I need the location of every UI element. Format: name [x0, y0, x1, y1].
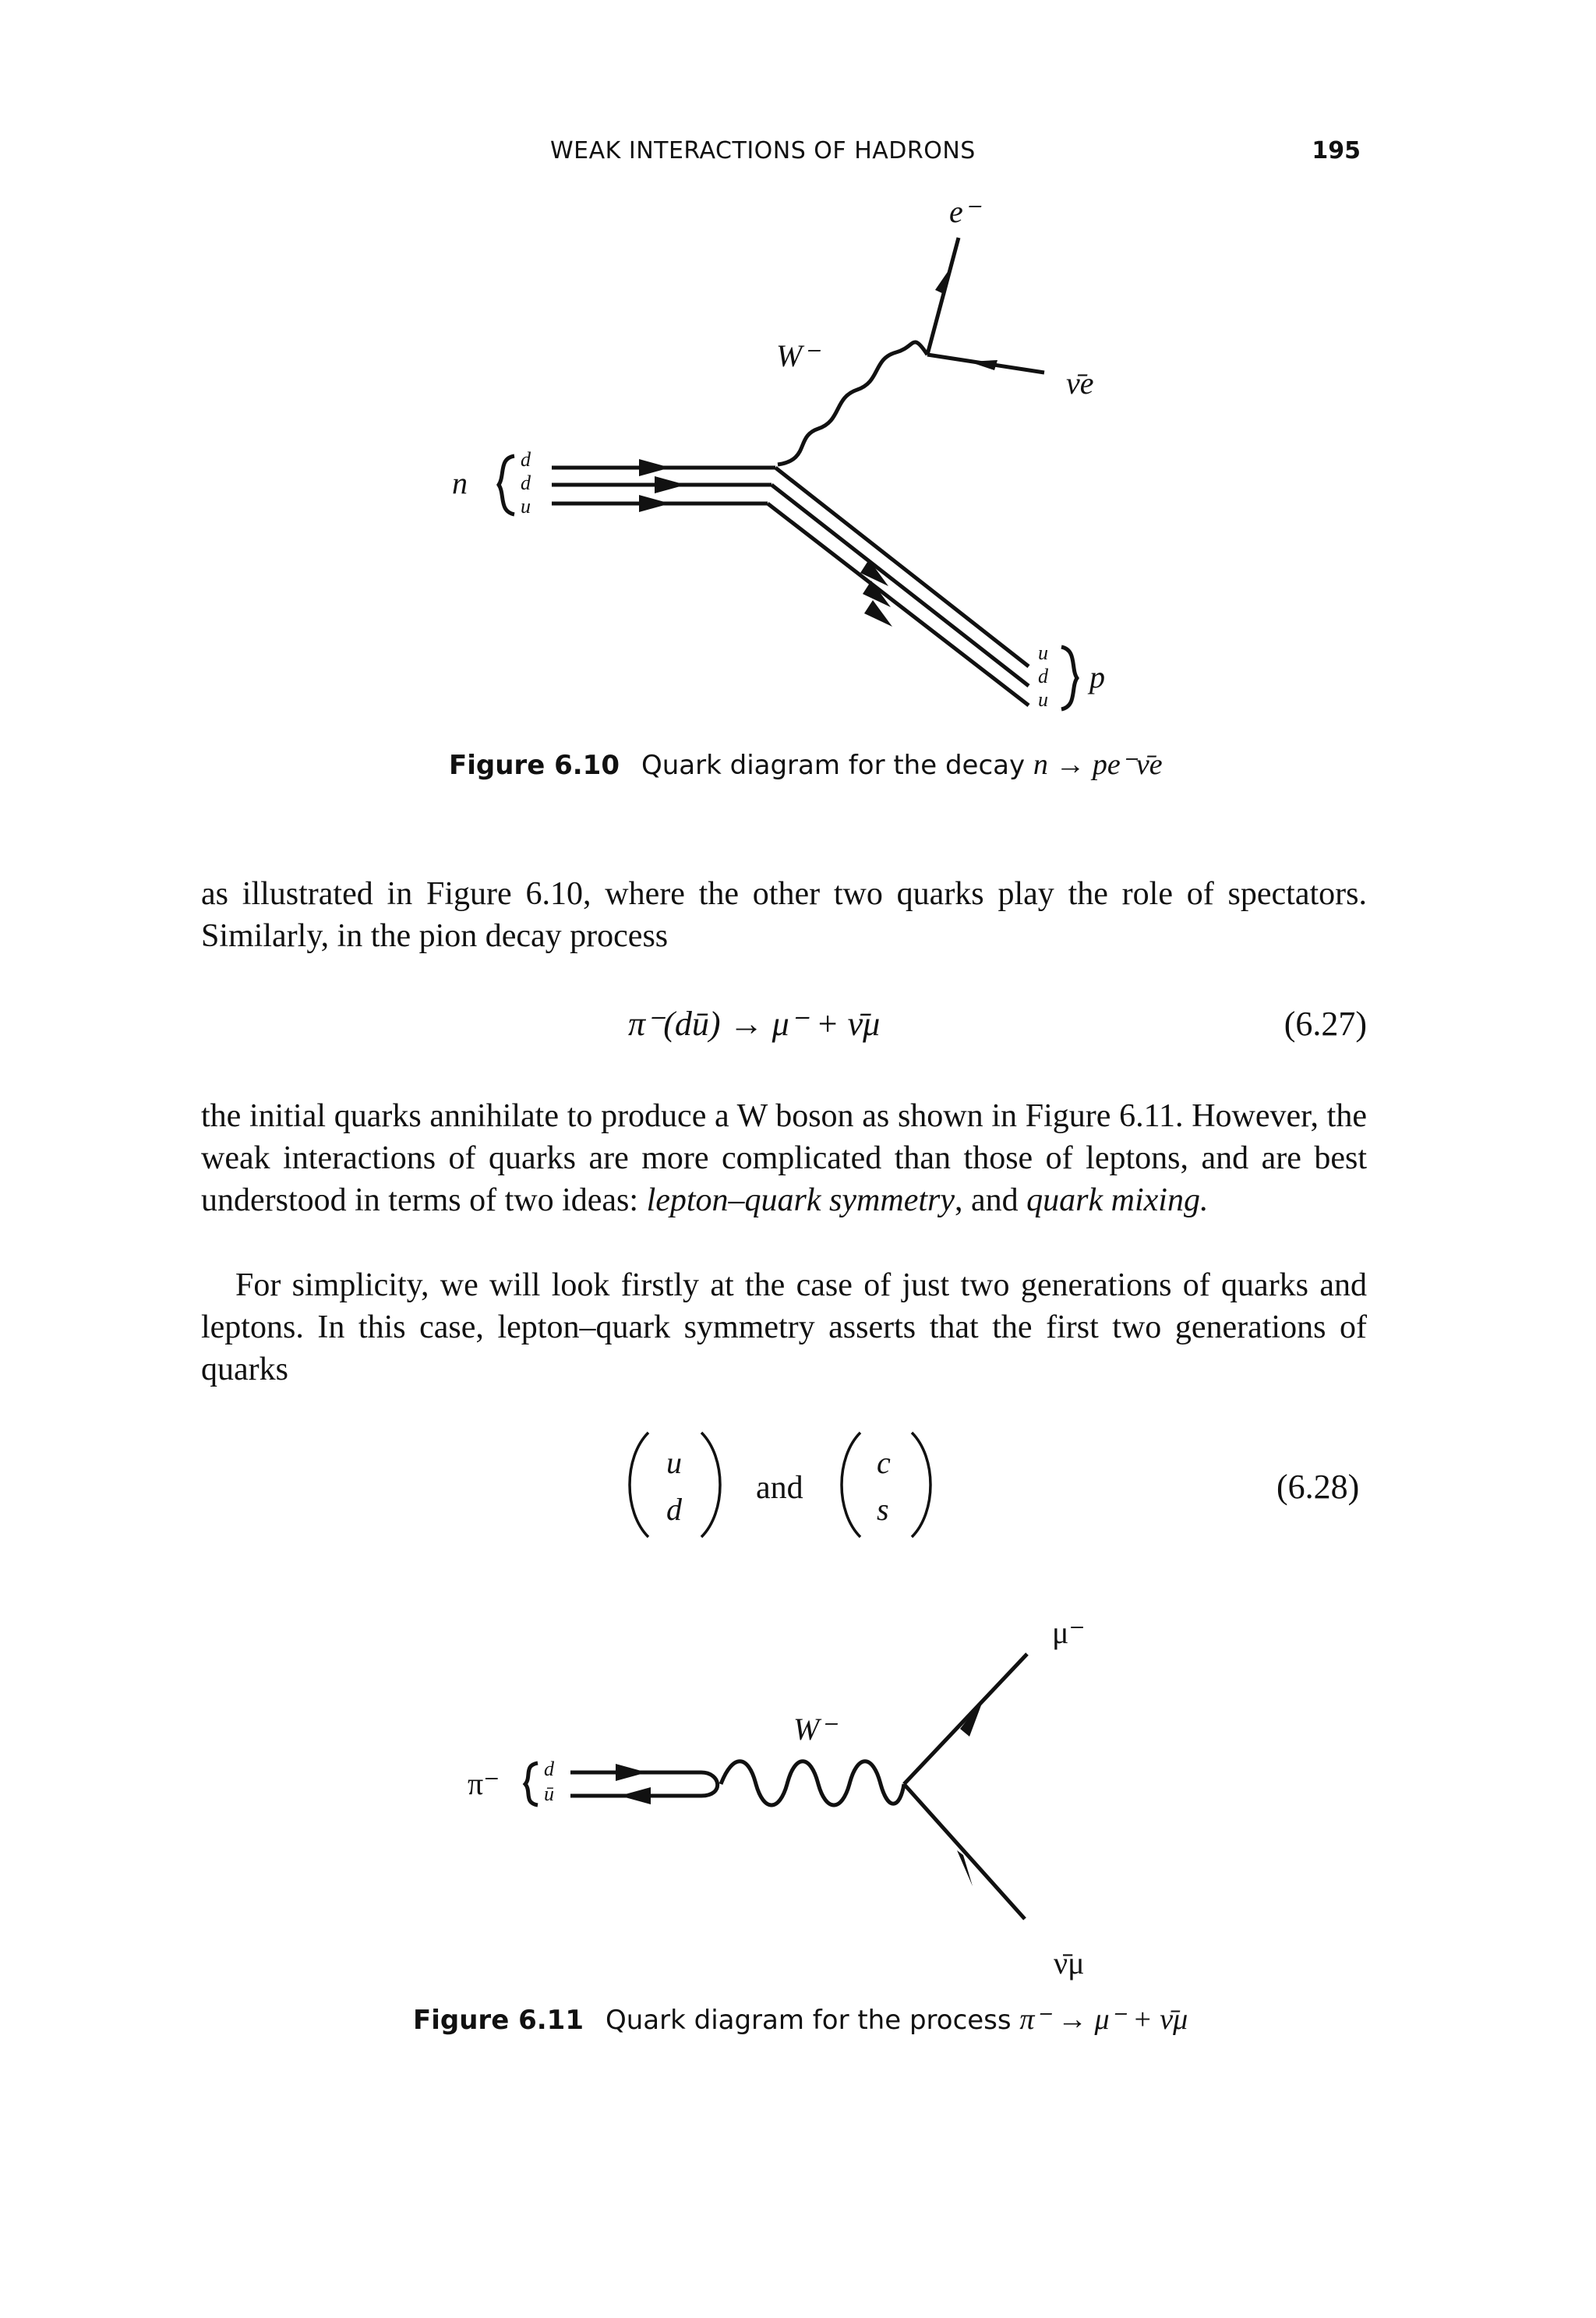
figure-6-10-caption-text: Quark diagram for the decay [641, 750, 1026, 781]
figure-6-11-caption-math: π⁻ → μ⁻ + ν̄μ [1019, 2003, 1188, 2036]
label-w-minus-2: W⁻ [793, 1712, 836, 1747]
arrow-antineutrino [969, 360, 998, 370]
label-neutron-quark-2: d [521, 472, 531, 494]
figure-6-10-caption [449, 747, 1163, 782]
label-proton-quark-3: u [1038, 688, 1048, 711]
label-pion-quark-d: d [544, 1758, 554, 1780]
arrow-d-top [639, 459, 670, 476]
equation-6-28-number: (6.28) [1276, 1468, 1360, 1506]
label-mu-minus: μ⁻ [1052, 1615, 1086, 1650]
left-paren-1 [630, 1433, 648, 1537]
paragraph-1 [201, 873, 1367, 957]
quark-line-out-3 [768, 504, 1029, 705]
arrow-electron [935, 265, 952, 295]
right-paren-2 [912, 1433, 930, 1537]
paragraph-3-text: For simplicity, we will look firstly at the case of just two generations of quarks and leptons. In this case, lepton–quark symmetry asserts that the first two generations of quarks [201, 1267, 1367, 1387]
label-nu-bar-e: ν̄e [1066, 366, 1094, 401]
running-title: WEAK INTERACTIONS OF HADRONS [550, 137, 976, 164]
figure-6-10-caption-label: Figure 6.10 [449, 750, 620, 781]
paragraph-2 [201, 1095, 1367, 1221]
figure-6-11-caption [413, 2002, 1188, 2037]
label-neutron-quark-1: d [521, 448, 531, 471]
doublet-2-top: c [877, 1445, 891, 1480]
figure-6-11 [436, 1598, 1138, 2034]
figure-6-10 [390, 179, 1169, 740]
label-proton-quark-1: u [1038, 641, 1048, 664]
running-head [0, 137, 1596, 168]
equation-6-28-and: and [756, 1470, 803, 1506]
figure-6-11-diagram [436, 1598, 1138, 2034]
arrow-pion-d [616, 1764, 647, 1781]
equation-6-28 [546, 1419, 1372, 1551]
w-boson-wave-2 [721, 1761, 904, 1805]
paragraph-1-text: as illustrated in Figure 6.10, where the other two quarks play the role of spectators. Similarly, in the pion decay process [201, 876, 1367, 954]
muon-line [904, 1654, 1027, 1784]
annihilation-loop [701, 1772, 718, 1796]
paragraph-2-emphasis-1: lepton–quark symmetry [646, 1182, 955, 1218]
arrow-d-mid [655, 476, 686, 493]
paragraph-2-part-a: the initial quarks annihilate to produce a W boson as shown in Figure 6.11. However, the weak interactions of quarks are more complicated than those of leptons, and are best understood in terms of two ideas: [201, 1098, 1367, 1218]
paragraph-2-text [201, 1095, 1367, 1221]
arrow-muon [960, 1699, 983, 1737]
label-nu-bar-mu: ν̄μ [1054, 1945, 1085, 1981]
label-proton: p [1089, 659, 1105, 694]
figure-6-10-diagram [390, 179, 1169, 740]
figure-6-10-caption-math: n → pe⁻ν̄e [1033, 748, 1163, 781]
pion-brace [525, 1763, 538, 1805]
equation-6-28-matrices [546, 1419, 1372, 1551]
label-pion: π⁻ [468, 1766, 500, 1801]
figure-6-11-caption-text: Quark diagram for the process [605, 2005, 1012, 2036]
label-neutron-quark-3: u [521, 495, 531, 518]
label-proton-quark-2: d [1038, 665, 1048, 687]
equation-6-27-number: (6.27) [1284, 1005, 1367, 1043]
neutron-brace [499, 456, 514, 514]
doublet-2-bottom: s [877, 1492, 889, 1527]
electron-line [927, 238, 959, 355]
label-pion-quark-ubar: ū [544, 1783, 554, 1805]
doublet-1-top: u [666, 1445, 682, 1480]
left-paren-2 [842, 1433, 860, 1537]
equation-6-27 [201, 1004, 1367, 1051]
paragraph-2-part-b: , and [955, 1182, 1027, 1218]
quark-line-out-2 [772, 485, 1029, 686]
quark-line-out-1 [775, 468, 1029, 666]
figure-6-11-caption-label: Figure 6.11 [413, 2005, 584, 2036]
label-neutron: n [452, 465, 468, 500]
page-number: 195 [1312, 137, 1361, 164]
equation-6-27-expression: π⁻(dū) → μ⁻ + ν̄μ [628, 1005, 881, 1043]
antineutrino-mu-line [904, 1784, 1025, 1919]
right-paren-1 [701, 1433, 720, 1537]
doublet-1-bottom: d [666, 1492, 682, 1527]
paragraph-2-emphasis-2: quark mixing. [1026, 1182, 1209, 1218]
arrow-u-bottom [639, 495, 670, 512]
label-w-minus: W⁻ [776, 338, 819, 373]
proton-brace [1061, 647, 1077, 709]
label-e-minus: e⁻ [949, 194, 980, 229]
paragraph-3 [201, 1264, 1367, 1390]
arrow-pion-ubar [620, 1787, 651, 1804]
